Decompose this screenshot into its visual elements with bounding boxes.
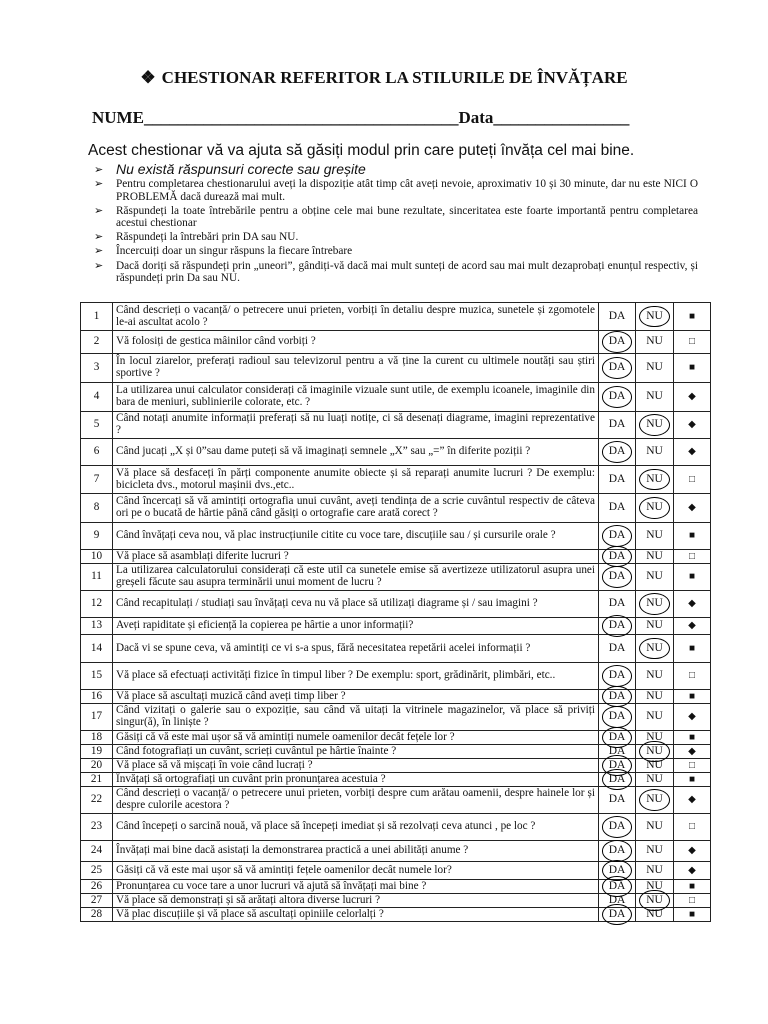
question-row [81, 494, 711, 523]
question-number: 8 [81, 494, 113, 523]
arrow-bullet-icon: ➢ [94, 204, 104, 217]
question-row [81, 773, 711, 787]
answer-nu-label: NU [646, 689, 663, 702]
question-number: 12 [81, 591, 113, 618]
answer-da-label: DA [606, 821, 629, 833]
answer-nu[interactable] [636, 894, 674, 908]
question-text: Vă plac discuțiile și vă place să ascultați opiniile celorlalți ? [113, 908, 599, 922]
square-filled-icon: ■ [674, 908, 711, 922]
question-text: Când descrieți o vacanță/ o petrecere unui prieten, vorbiți despre cum arătau oamenii, despre hainele lor și despre culorile acestora ? [113, 787, 599, 814]
answer-nu[interactable] [636, 635, 674, 663]
diamond-icon: ◆ [674, 439, 711, 466]
question-number: 20 [81, 759, 113, 773]
answer-da-label: DA [606, 865, 629, 877]
answer-nu-label: NU [646, 619, 663, 632]
answer-nu-label: NU [646, 772, 663, 785]
question-row [81, 635, 711, 663]
answer-da-label: DA [606, 774, 629, 786]
question-text: La utilizarea unui calculator considerați că imaginile vizuale sunt utile, de exemplu icoanele, imaginile din bara de meniuri, sublinierile colorate, etc. ? [113, 383, 599, 412]
answer-nu-label: NU [643, 419, 666, 431]
question-text: Vă place să demonstrați și să arătați altora diverse lucruri ? [113, 894, 599, 908]
question-number: 24 [81, 841, 113, 862]
question-row [81, 908, 711, 922]
answer-da-label: DA [606, 760, 629, 772]
answer-da[interactable] [599, 814, 636, 841]
question-text: Găsiți că vă este mai ușor să vă amintiți numele oamenilor decât fețele lor ? [113, 731, 599, 745]
answer-nu-label: NU [646, 730, 663, 743]
diamond-icon: ◆ [674, 862, 711, 880]
answer-nu[interactable] [636, 814, 674, 841]
question-text: Vă place să vă mișcați în voie când lucrați ? [113, 759, 599, 773]
diamond-icon: ◆ [674, 618, 711, 635]
question-row [81, 841, 711, 862]
question-row [81, 331, 711, 354]
answer-da[interactable] [599, 550, 636, 564]
question-number: 2 [81, 331, 113, 354]
answer-nu-label: NU [643, 311, 666, 323]
question-text: Aveți rapiditate și eficiență la copierea pe hârtie a unor informații? [113, 618, 599, 635]
question-number: 27 [81, 894, 113, 908]
diamond-icon: ◆ [674, 412, 711, 439]
answer-nu[interactable] [636, 383, 674, 412]
answer-da[interactable] [599, 635, 636, 663]
answer-nu[interactable] [636, 841, 674, 862]
answer-da-label: DA [608, 744, 626, 757]
answer-da-label: DA [608, 893, 626, 906]
question-text: Învățați mai bine dacă asistați la demonstrarea practică a unei abilități anume ? [113, 841, 599, 862]
instruction-item: ➢ Încercuiți doar un singur răspuns la fiecare întrebare [94, 245, 353, 258]
square-filled-icon: ■ [674, 731, 711, 745]
answer-nu-label: NU [643, 794, 666, 806]
question-number: 13 [81, 618, 113, 635]
answer-nu[interactable] [636, 787, 674, 814]
square-filled-icon: ■ [674, 635, 711, 663]
name-date-line [92, 108, 629, 128]
answer-nu-label: NU [646, 361, 663, 374]
title-text: CHESTIONAR REFERITOR LA STILURILE DE ÎNVĂȚARE [161, 68, 628, 87]
question-row [81, 787, 711, 814]
answer-nu-label: NU [643, 502, 666, 514]
answer-da[interactable] [599, 841, 636, 862]
answer-da-label: DA [608, 472, 626, 485]
question-text: Când jucați „X și 0”sau dame puteți să vă imaginați semnele „X” sau „=” în diferite poziții ? [113, 439, 599, 466]
question-text: Când recapitulați / studiați sau învățați ceva nu vă place să utilizați diagrame și / sau imagini ? [113, 591, 599, 618]
question-text: Vă place să desfaceți în părți componente anumite obiecte și să reparați anumite lucruri ? De exemplu: bicicleta dvs., motorul mașinii dvs.,etc.. [113, 466, 599, 494]
date-label: Data [458, 108, 494, 127]
question-number: 15 [81, 663, 113, 690]
answer-nu-label: NU [646, 390, 663, 403]
square-filled-icon: ■ [674, 773, 711, 787]
question-row [81, 618, 711, 635]
answer-nu[interactable] [636, 663, 674, 690]
answer-nu-label: NU [646, 863, 663, 876]
answer-nu[interactable] [636, 354, 674, 383]
arrow-bullet-icon: ➢ [94, 164, 104, 176]
question-number: 18 [81, 731, 113, 745]
square-filled-icon: ■ [674, 564, 711, 591]
question-number: 22 [81, 787, 113, 814]
answer-da-label: DA [606, 691, 629, 703]
answer-da[interactable] [599, 303, 636, 331]
question-row [81, 550, 711, 564]
answer-da-label: DA [606, 391, 629, 403]
question-text: La utilizarea calculatorului considerați că este util ca sunetele emise să avertizeze utilizatorul asupra unei greșeli făcute sau asupra terminării unui moment de lucru ? [113, 564, 599, 591]
answer-nu-label: NU [646, 907, 663, 920]
answer-nu[interactable] [636, 745, 674, 759]
answer-da[interactable] [599, 412, 636, 439]
instruction-item: ➢ Pentru completarea chestionarului aveți la dispoziție atât timp cât aveți nevoie, aproximativ 10 și 30 minute, dar nu este NICI O PROBLEMĂ dacă durează mai mult. [94, 178, 698, 203]
question-text: Pronunțarea cu voce tare a unor lucruri vă ajută să învățați mai bine ? [113, 880, 599, 894]
answer-nu-label: NU [643, 643, 666, 655]
question-number: 16 [81, 690, 113, 704]
square-filled-icon: ■ [674, 523, 711, 550]
answer-nu[interactable] [636, 908, 674, 922]
square-filled-icon: ■ [674, 690, 711, 704]
question-row [81, 439, 711, 466]
answer-nu[interactable] [636, 439, 674, 466]
answer-da[interactable] [599, 880, 636, 894]
answer-da[interactable] [599, 439, 636, 466]
answer-nu[interactable] [636, 494, 674, 523]
answer-da[interactable] [599, 908, 636, 922]
name-blank[interactable]: _____________________________________ [143, 108, 459, 127]
instructions-list [92, 161, 698, 286]
question-text: Dacă vi se spune ceva, vă amintiți ce vi s-a spus, fără necesitatea repetării acelei informații ? [113, 635, 599, 663]
question-row [81, 466, 711, 494]
question-text: Când începeți o sarcină nouă, vă place să începeți imediat și să rezolvați ceva atunci , pe loc ? [113, 814, 599, 841]
answer-nu-label: NU [646, 820, 663, 833]
answer-da-label: DA [606, 620, 629, 632]
diamond-icon: ◆ [674, 745, 711, 759]
question-number: 10 [81, 550, 113, 564]
question-row [81, 814, 711, 841]
question-number: 9 [81, 523, 113, 550]
answer-nu[interactable] [636, 591, 674, 618]
square-outline-icon: □ [674, 466, 711, 494]
answer-da-label: DA [606, 551, 629, 563]
question-text: Găsiți că vă este mai ușor să vă amintiți fețele oamenilor decât numele lor? [113, 862, 599, 880]
instruction-item: ➢ Nu există răspunsuri corecte sau greșite [94, 161, 366, 177]
question-row [81, 383, 711, 412]
answer-da[interactable] [599, 787, 636, 814]
question-row [81, 412, 711, 439]
document-title [0, 68, 768, 88]
square-outline-icon: □ [674, 663, 711, 690]
answer-da-label: DA [606, 670, 629, 682]
answer-da-label: DA [606, 732, 629, 744]
instruction-item: ➢ Dacă doriți să răspundeți prin „uneori”, gândiți-vă dacă mai mult sunteți de acord sau mai mult dezaprobați enunțul respectiv, și răspundeți prin Da sau NU. [94, 259, 698, 285]
question-row [81, 303, 711, 331]
answer-nu[interactable] [636, 759, 674, 773]
answer-nu[interactable] [636, 862, 674, 880]
answer-nu[interactable] [636, 773, 674, 787]
square-outline-icon: □ [674, 550, 711, 564]
diamond-icon: ◆ [674, 787, 711, 814]
question-number: 23 [81, 814, 113, 841]
answer-nu-label: NU [646, 844, 663, 857]
question-number: 17 [81, 704, 113, 731]
question-text: Când învățați ceva nou, vă plac instrucțiunile citite cu voce tare, discuțiile sau / și cursurile orale ? [113, 523, 599, 550]
answer-nu-label: NU [646, 529, 663, 542]
question-number: 4 [81, 383, 113, 412]
question-text: Vă place să efectuați activități fizice în timpul liber ? De exemplu: sport, grădinărit, plimbări, etc.. [113, 663, 599, 690]
question-text: Când descrieți o vacanță/ o petrecere unui prieten, vorbiți în detaliu despre muzica, sunetele și zgomotele le-ai ascultat acolo ? [113, 303, 599, 331]
answer-da-label: DA [606, 909, 629, 921]
answer-da[interactable] [599, 690, 636, 704]
answer-nu[interactable] [636, 690, 674, 704]
answer-nu[interactable] [636, 704, 674, 731]
question-number: 28 [81, 908, 113, 922]
answer-nu-label: NU [646, 549, 663, 562]
answer-da[interactable] [599, 354, 636, 383]
square-filled-icon: ■ [674, 303, 711, 331]
answer-nu-label: NU [643, 746, 666, 758]
answer-nu-label: NU [646, 758, 663, 771]
instruction-item: ➢ Răspundeți la întrebări prin DA sau NU. [94, 231, 299, 244]
question-text: Când fotografiați un cuvânt, scrieți cuvântul pe hârtie înainte ? [113, 745, 599, 759]
answer-nu-label: NU [646, 669, 663, 682]
answer-da-label: DA [606, 571, 629, 583]
diamond-icon: ◆ [674, 494, 711, 523]
answer-nu[interactable] [636, 618, 674, 635]
instruction-item: ➢ Răspundeți la toate întrebările pentru a obține cele mai bune rezultate, sinceritatea este foarte importantă pentru completarea acestui chestionar [94, 204, 698, 230]
answer-nu-label: NU [643, 895, 666, 907]
question-number: 5 [81, 412, 113, 439]
question-number: 25 [81, 862, 113, 880]
answer-da[interactable] [599, 331, 636, 354]
answer-nu-label: NU [646, 570, 663, 583]
answer-nu[interactable] [636, 412, 674, 439]
question-text: Când notați anumite informații preferați să nu luați notițe, ci să desenați diagrame, imagini reprezentative ? [113, 412, 599, 439]
question-number: 1 [81, 303, 113, 331]
question-number: 14 [81, 635, 113, 663]
question-text: Vă place să asamblați diferite lucruri ? [113, 550, 599, 564]
question-number: 21 [81, 773, 113, 787]
question-number: 3 [81, 354, 113, 383]
answer-da-label: DA [608, 309, 626, 322]
arrow-bullet-icon: ➢ [94, 178, 104, 190]
diamond-icon: ◆ [674, 591, 711, 618]
question-row [81, 880, 711, 894]
answer-da[interactable] [599, 494, 636, 523]
question-row [81, 591, 711, 618]
answer-da-label: DA [608, 418, 626, 431]
square-outline-icon: □ [674, 331, 711, 354]
answer-da-label: DA [608, 793, 626, 806]
answer-da-label: DA [606, 530, 629, 542]
question-text: Când vizitați o galerie sau o expoziție, sau când vă uitați la vitrinele magazinelor, vă place să priviți singur(ă), în liniște ? [113, 704, 599, 731]
answer-nu[interactable] [636, 466, 674, 494]
answer-da[interactable] [599, 773, 636, 787]
answer-da-label: DA [606, 362, 629, 374]
answer-da-label: DA [606, 845, 629, 857]
diamond-bullet-icon: ❖ [140, 68, 156, 87]
answer-nu-label: NU [646, 335, 663, 348]
question-row [81, 564, 711, 591]
arrow-bullet-icon: ➢ [94, 259, 104, 272]
answer-da[interactable] [599, 731, 636, 745]
question-number: 11 [81, 564, 113, 591]
date-blank[interactable]: ________________ [493, 108, 630, 127]
answer-nu-label: NU [646, 445, 663, 458]
answer-da[interactable] [599, 591, 636, 618]
question-number: 6 [81, 439, 113, 466]
answer-nu[interactable] [636, 303, 674, 331]
answer-nu-label: NU [643, 474, 666, 486]
question-number: 7 [81, 466, 113, 494]
name-label: NUME [92, 108, 144, 127]
questionnaire-table [80, 302, 711, 922]
answer-da-label: DA [608, 597, 626, 610]
answer-da-label: DA [606, 881, 629, 893]
answer-da-label: DA [608, 641, 626, 654]
diamond-icon: ◆ [674, 841, 711, 862]
square-outline-icon: □ [674, 759, 711, 773]
square-outline-icon: □ [674, 894, 711, 908]
answer-da-label: DA [606, 336, 629, 348]
diamond-icon: ◆ [674, 383, 711, 412]
answer-nu-label: NU [646, 710, 663, 723]
answer-nu-label: NU [646, 879, 663, 892]
question-text: Vă folosiți de gestica mâinilor când vorbiți ? [113, 331, 599, 354]
question-row [81, 731, 711, 745]
question-row [81, 354, 711, 383]
question-text: În locul ziarelor, preferați radioul sau televizorul pentru a vă ține la curent cu ultimele noutăți sau știri sportive ? [113, 354, 599, 383]
square-outline-icon: □ [674, 814, 711, 841]
question-text: Învățați să ortografiați un cuvânt prin pronunțarea acestuia ? [113, 773, 599, 787]
question-text: Când încercați să vă amintiți ortografia unui cuvânt, aveți tendința de a scrie cuvântul respectiv de câteva ori pe o bucată de hârtie până când găsiți o ortografie care arată corect ? [113, 494, 599, 523]
answer-da[interactable] [599, 618, 636, 635]
arrow-bullet-icon: ➢ [94, 231, 104, 244]
square-filled-icon: ■ [674, 880, 711, 894]
answer-nu-label: NU [643, 598, 666, 610]
question-text: Vă place să ascultați muzică când aveți timp liber ? [113, 690, 599, 704]
answer-nu[interactable] [636, 564, 674, 591]
answer-nu[interactable] [636, 331, 674, 354]
intro-text: Acest chestionar vă va ajuta să găsiți modul prin care puteți învăța cel mai bine. [88, 142, 635, 159]
answer-da-label: DA [608, 501, 626, 514]
diamond-icon: ◆ [674, 704, 711, 731]
question-number: 26 [81, 880, 113, 894]
square-filled-icon: ■ [674, 354, 711, 383]
question-number: 19 [81, 745, 113, 759]
answer-nu[interactable] [636, 523, 674, 550]
answer-da[interactable] [599, 466, 636, 494]
answer-da[interactable] [599, 383, 636, 412]
answer-da-label: DA [606, 446, 629, 458]
question-row [81, 690, 711, 704]
answer-da[interactable] [599, 564, 636, 591]
answer-da-label: DA [606, 711, 629, 723]
arrow-bullet-icon: ➢ [94, 245, 104, 258]
answer-nu[interactable] [636, 550, 674, 564]
